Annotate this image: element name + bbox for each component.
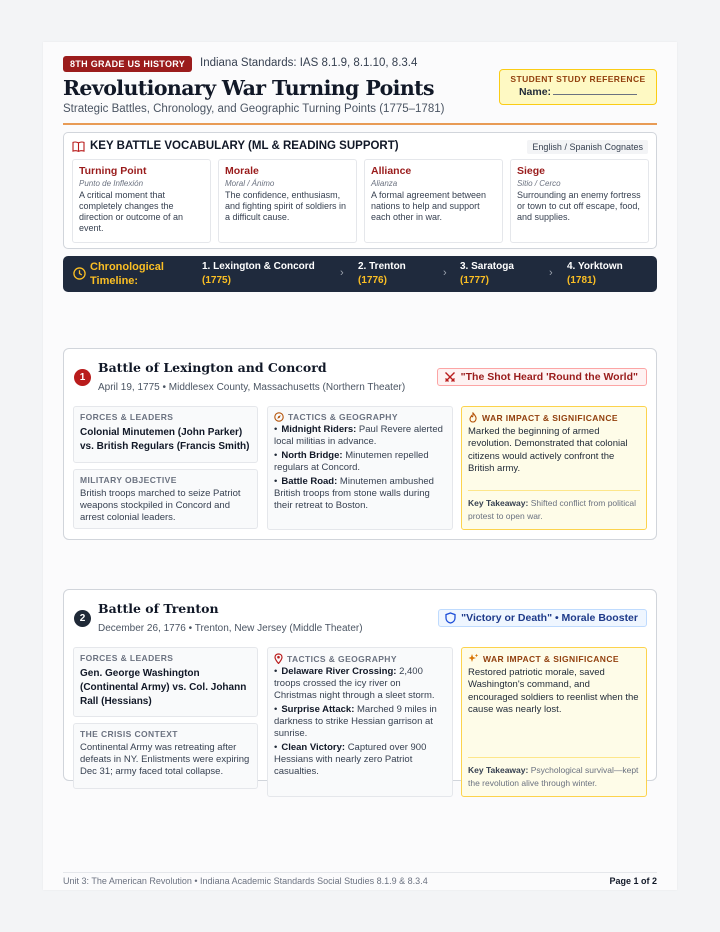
battle-nickname: "Victory or Death" • Morale Booster xyxy=(461,612,638,624)
vocab-term: Alliance xyxy=(371,165,412,177)
battle-left-column xyxy=(73,406,258,529)
timeline-event: 1. Lexington & Concord xyxy=(202,261,315,272)
objective-caption: MILITARY OBJECTIVE xyxy=(80,475,177,485)
chevron-right-icon: › xyxy=(443,267,447,279)
impact-caption-row xyxy=(468,653,640,664)
timeline-item xyxy=(567,260,623,288)
battle-number-badge: 2 xyxy=(74,610,91,627)
timeline-year: (1776) xyxy=(358,275,387,286)
battle-nickname-badge xyxy=(437,368,647,386)
compass-icon xyxy=(274,412,284,422)
tactic-text: Minutemen ambushed British troops from stone walls during their retreat to Boston. xyxy=(274,475,434,511)
impact-box xyxy=(461,647,647,797)
forces-caption: FORCES & LEADERS xyxy=(80,653,174,663)
tactics-caption-row xyxy=(274,653,446,664)
tactics-caption-row xyxy=(274,412,446,422)
battle-number-badge: 1 xyxy=(74,369,91,386)
vocab-definition: A formal agreement between nations to help and support each other in war. xyxy=(371,190,487,222)
sparkle-icon xyxy=(468,653,479,664)
vocab-card xyxy=(510,159,649,243)
page-number: Page 1 of 2 xyxy=(609,876,657,886)
page-title: Revolutionary War Turning Points xyxy=(63,76,434,100)
tactics-caption: TACTICS & GEOGRAPHY xyxy=(288,412,398,422)
tactic-item xyxy=(274,476,446,512)
tactic-text: Marched 9 miles in darkness to strike Hessian garrison at sunrise. xyxy=(274,703,437,739)
name-field[interactable] xyxy=(553,86,637,95)
tactics-caption: TACTICS & GEOGRAPHY xyxy=(287,653,397,664)
chevron-right-icon: › xyxy=(549,267,553,279)
tactic-item xyxy=(274,424,446,448)
vocab-term: Siege xyxy=(517,165,546,177)
footer-unit-info: Unit 3: The American Revolution • Indiana Academic Standards Social Studies 8.1.9 & 8.3.4 xyxy=(63,876,428,886)
tactic-item xyxy=(274,666,446,702)
vocab-spanish: Alianza xyxy=(371,179,398,188)
vocab-definition: A critical moment that completely changes the direction or outcome of an event. xyxy=(79,190,184,233)
grade-badge: 8TH GRADE US HISTORY xyxy=(63,56,192,72)
battle-nickname-badge xyxy=(438,609,647,627)
page-subtitle: Strategic Battles, Chronology, and Geographic Turning Points (1775–1781) xyxy=(63,103,445,115)
tactic-item xyxy=(274,742,446,778)
tactic-title: Surprise Attack: xyxy=(281,703,355,715)
vocabulary-cards xyxy=(72,159,649,243)
battle-date-location: April 19, 1775 • Middlesex County, Massachusetts (Northern Theater) xyxy=(98,382,406,393)
objective-box xyxy=(73,469,258,529)
study-reference-label: STUDENT STUDY REFERENCE xyxy=(510,74,646,84)
vocab-card xyxy=(364,159,503,243)
tactics-list xyxy=(274,666,446,778)
vocab-card xyxy=(218,159,357,243)
tactic-text: Captured over 900 Hessians with nearly zero Patriot casualties. xyxy=(274,741,427,777)
context-caption: THE CRISIS CONTEXT xyxy=(80,729,178,739)
tactics-geography-box xyxy=(267,406,453,530)
timeline-year: (1781) xyxy=(567,275,596,286)
timeline-item xyxy=(202,260,315,288)
battle-date-location: December 26, 1776 • Trenton, New Jersey (Middle Theater) xyxy=(98,623,363,634)
tactic-text: 2,400 troops crossed the icy river on Christmas night through a sleet storm. xyxy=(274,666,435,701)
key-takeaway xyxy=(468,757,640,789)
tactic-title: North Bridge: xyxy=(281,449,343,461)
tactic-title: Battle Road: xyxy=(281,475,338,487)
crisis-context-box xyxy=(73,723,258,789)
takeaway-text: Psychological survival—kept the revolution alive through winter. xyxy=(468,765,639,788)
chevron-right-icon: › xyxy=(340,267,344,279)
timeline-year: (1775) xyxy=(202,275,231,286)
forces-text: Gen. George Washington (Continental Army) vs. Col. Johann Rall (Hessians) xyxy=(80,668,247,707)
cognates-tag: English / Spanish Cognates xyxy=(527,140,648,154)
tactics-list xyxy=(274,424,446,512)
forces-text: Colonial Minutemen (John Parker) vs. British Regulars (Francis Smith) xyxy=(80,427,250,452)
name-label: Name: xyxy=(518,86,552,98)
takeaway-label: Key Takeaway: xyxy=(468,765,529,776)
name-row xyxy=(506,86,650,98)
tactic-title: Midnight Riders: xyxy=(281,424,357,435)
objective-text: British troops marched to seize Patriot weapons stockpiled in Concord and arrest colonial leaders. xyxy=(80,488,241,524)
tactic-title: Clean Victory: xyxy=(281,741,346,753)
vocab-term: Morale xyxy=(225,165,259,177)
key-takeaway xyxy=(468,490,640,522)
tactic-text: Minutemen repelled regulars at Concord. xyxy=(274,449,429,473)
takeaway-label: Key Takeaway: xyxy=(468,498,529,509)
impact-caption-row xyxy=(468,412,640,423)
battle-nickname: "The Shot Heard 'Round the World" xyxy=(460,371,638,383)
clock-icon xyxy=(73,267,86,280)
timeline-item xyxy=(460,260,514,288)
timeline-label: Chronological Timeline: xyxy=(90,261,164,288)
chronological-timeline xyxy=(63,256,657,292)
vocab-spanish: Sitio / Cerco xyxy=(517,179,561,188)
tactic-item xyxy=(274,704,446,740)
footer-divider xyxy=(63,872,657,873)
timeline-event: 2. Trenton xyxy=(358,261,406,272)
vocab-term: Turning Point xyxy=(79,165,147,177)
page-header xyxy=(63,56,657,130)
forces-leaders-box xyxy=(73,647,258,717)
crossed-swords-icon xyxy=(444,371,456,383)
forces-leaders-box xyxy=(73,406,258,463)
timeline-event: 3. Saratoga xyxy=(460,261,514,272)
book-icon xyxy=(72,141,85,152)
vocab-card xyxy=(72,159,211,243)
vocabulary-title: KEY BATTLE VOCABULARY (ML & READING SUPPORT) xyxy=(90,140,399,152)
vocab-definition: Surrounding an enemy fortress or town to cut off escape, food, and supplies. xyxy=(517,190,641,222)
tactic-item xyxy=(274,450,446,474)
impact-caption: WAR IMPACT & SIGNIFICANCE xyxy=(482,412,618,423)
impact-text: Marked the beginning of armed revolution. Demonstrated that colonial citizens would actively confront the British army. xyxy=(468,426,628,475)
impact-box xyxy=(461,406,647,530)
impact-caption: WAR IMPACT & SIGNIFICANCE xyxy=(483,653,619,664)
vocab-spanish: Punto de Inflexión xyxy=(79,179,144,188)
battle-card-lexington xyxy=(63,348,657,540)
battle-title: Battle of Lexington and Concord xyxy=(98,360,327,375)
tactics-geography-box xyxy=(267,647,453,797)
battle-left-column xyxy=(73,647,258,789)
battle-card-trenton xyxy=(63,589,657,788)
vocab-definition: The confidence, enthusiasm, and fighting spirit of soldiers in a difficult cause. xyxy=(225,190,347,222)
context-text: Continental Army was retreating after defeats in NY. Enlistments were expiring Dec 31; army faced total collapse. xyxy=(80,742,250,778)
vocab-spanish: Moral / Ánimo xyxy=(225,179,275,188)
takeaway-text: Shifted conflict from political protest to open war. xyxy=(468,498,637,521)
tactic-title: Delaware River Crossing: xyxy=(281,666,397,677)
vocabulary-heading xyxy=(72,140,399,152)
page-content xyxy=(63,56,657,886)
timeline-event: 4. Yorktown xyxy=(567,261,623,272)
vocabulary-section xyxy=(63,132,657,249)
battle-title: Battle of Trenton xyxy=(98,601,219,616)
header-divider xyxy=(63,123,657,125)
timeline-item xyxy=(358,260,406,288)
timeline-year: (1777) xyxy=(460,275,489,286)
forces-caption: FORCES & LEADERS xyxy=(80,412,174,422)
worksheet-page xyxy=(43,42,677,890)
tactic-text: Paul Revere alerted local militias in advance. xyxy=(274,424,443,447)
impact-text: Restored patriotic morale, saved Washington's command, and encouraged soldiers to reenlist when the cause was nearly lost. xyxy=(468,667,639,716)
standards-text: Indiana Standards: IAS 8.1.9, 8.1.10, 8.3.4 xyxy=(200,57,418,69)
flame-icon xyxy=(468,412,478,423)
student-reference-box xyxy=(499,69,657,105)
shield-icon xyxy=(445,612,456,624)
map-pin-icon xyxy=(274,653,283,664)
